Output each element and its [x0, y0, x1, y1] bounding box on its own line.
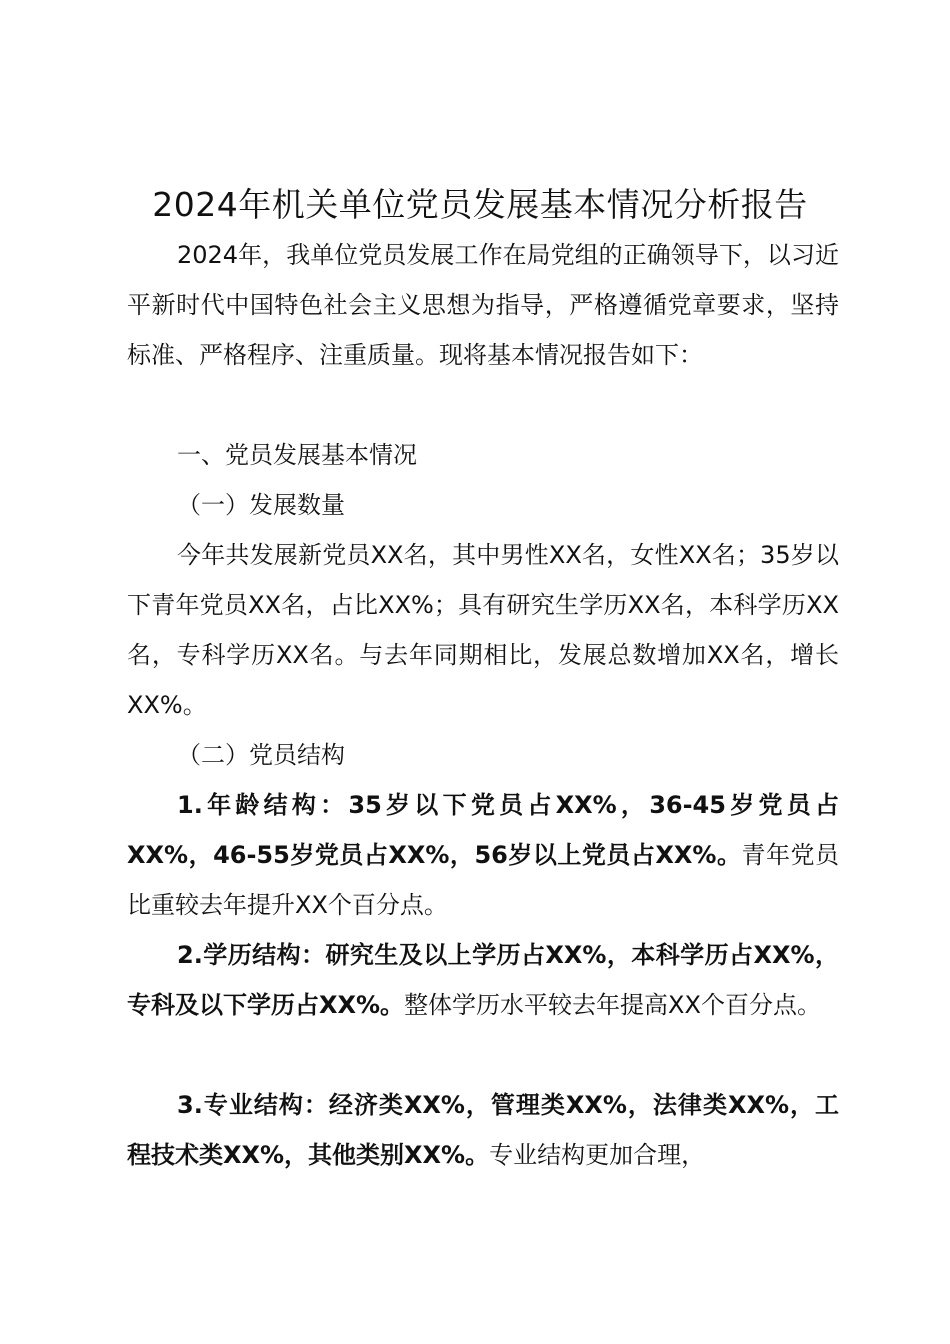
subsection-heading-2: （二）党员结构	[177, 741, 345, 769]
education-structure-bold: 2.学历结构：研究生及以上学历占XX%，本科学历占XX%，专科及以下学历占XX%。	[127, 941, 839, 1019]
development-count-paragraph: 今年共发展新党员XX名，其中男性XX名，女性XX名；35岁以下青年党员XX名，占比XX%；具有研究生学历XX名，本科学历XX名，专科学历XX名。与去年同期相比，发展总数增加XX名，增长XX%。	[127, 541, 839, 719]
education-structure-text: 整体学历水平较去年提高XX个百分点。	[404, 991, 821, 1019]
age-structure-bold: 1.年龄结构：35岁以下党员占XX%，36-45岁党员占XX%，46-55岁党员占XX%，56岁以上党员占XX%。	[127, 791, 839, 869]
intro-paragraph: 2024年，我单位党员发展工作在局党组的正确领导下，以习近平新时代中国特色社会主义思想为指导，严格遵循党章要求，坚持标准、严格程序、注重质量。现将基本情况报告如下：	[127, 241, 839, 369]
age-structure-paragraph	[127, 780, 839, 930]
subsection-heading-1: （一）发展数量	[177, 491, 345, 519]
major-structure-bold: 3.专业结构：经济类XX%，管理类XX%，法律类XX%，工程技术类XX%，其他类别XX%。	[127, 1091, 839, 1169]
education-structure-paragraph	[127, 930, 839, 1030]
section-heading-1: 一、党员发展基本情况	[177, 441, 417, 469]
major-structure-text: 专业结构更加合理，	[489, 1141, 706, 1169]
major-structure-paragraph	[127, 1080, 839, 1180]
age-structure-text: 青年党员比重较去年提升XX个百分点。	[127, 841, 839, 919]
document-title: 2024年机关单位党员发展基本情况分析报告	[152, 185, 808, 224]
